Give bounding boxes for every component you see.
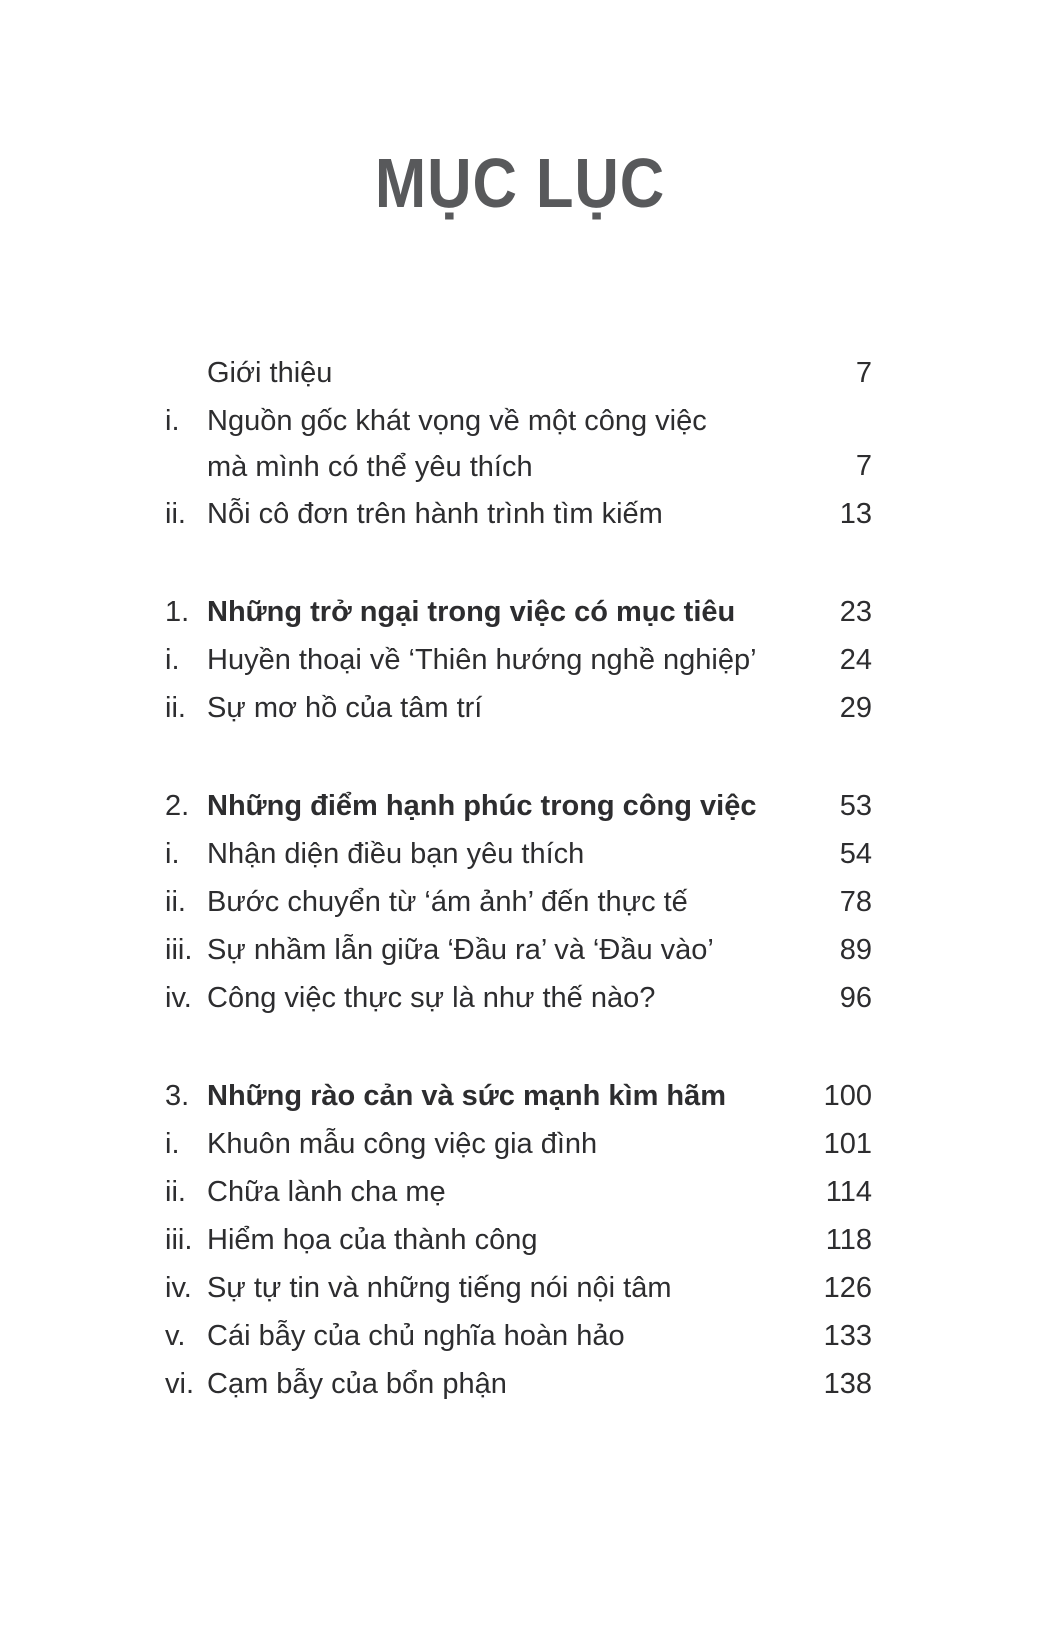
toc-row-numeral: ii. [165, 886, 186, 918]
toc-row [165, 1120, 872, 1168]
toc-row-title-line: Cạm bẫy của bổn phận [207, 1368, 507, 1400]
toc-row-title [207, 878, 820, 926]
toc-row-page-number: 53 [839, 790, 872, 822]
toc-row-title-line: Những điểm hạnh phúc trong công việc [207, 790, 757, 822]
toc-row-title-line: Nỗi cô đơn trên hành trình tìm kiếm [207, 498, 663, 530]
toc-row-numeral: v. [165, 1320, 186, 1352]
toc-row-title [207, 588, 820, 636]
toc-row-page-number: 54 [839, 838, 872, 870]
toc-row-title-line: Sự tự tin và những tiếng nói nội tâm [207, 1272, 672, 1304]
toc-row-title-line: Huyền thoại về ‘Thiên hướng nghề nghiệp’ [207, 644, 757, 676]
toc-section [165, 349, 872, 538]
toc-section [165, 1072, 872, 1408]
toc-row-page-number: 114 [825, 1176, 872, 1208]
toc-row [165, 588, 872, 636]
toc-row [165, 1312, 872, 1360]
toc-row-numeral: ii. [165, 692, 186, 724]
toc-row-title [207, 636, 820, 684]
toc-row-numeral: i. [165, 838, 180, 870]
toc-row-title-line: Nhận diện điều bạn yêu thích [207, 838, 585, 870]
toc-row [165, 1072, 872, 1120]
toc-row-numeral: iv. [165, 982, 192, 1014]
toc-row [165, 397, 872, 490]
toc-row-numeral: 2. [165, 790, 190, 822]
toc-row-title [207, 782, 820, 830]
toc-row [165, 1168, 872, 1216]
toc-row-title-line: Cái bẫy của chủ nghĩa hoàn hảo [207, 1320, 625, 1352]
toc-row-title-line: Khuôn mẫu công việc gia đình [207, 1128, 598, 1160]
toc-row [165, 349, 872, 397]
toc-row [165, 684, 872, 732]
toc-row-numeral: ii. [165, 1176, 186, 1208]
toc-row-page-number: 118 [825, 1224, 872, 1256]
toc-row [165, 490, 872, 538]
toc-row-numeral: i. [165, 405, 180, 437]
toc-row-title-line: mà mình có thể yêu thích [207, 451, 533, 483]
toc-row-numeral: iv. [165, 1272, 192, 1304]
toc-row-title-line: Sự mơ hồ của tâm trí [207, 692, 483, 724]
toc-row-title [207, 349, 836, 397]
toc-row-page-number: 133 [823, 1320, 872, 1352]
toc-row-title [207, 974, 820, 1022]
toc-row-numeral: iii. [165, 1224, 193, 1256]
toc-row-page-number: 126 [823, 1272, 872, 1304]
toc-row-title-line: Những rào cản và sức mạnh kìm hãm [207, 1080, 727, 1112]
toc-row [165, 1360, 872, 1408]
toc-row [165, 1264, 872, 1312]
toc-row-title-line: Nguồn gốc khát vọng về một công việc [207, 405, 707, 437]
toc-row-title [207, 397, 836, 490]
toc-row-title [207, 684, 820, 732]
toc-row-numeral: ii. [165, 498, 186, 530]
toc-row [165, 878, 872, 926]
toc-row [165, 1216, 872, 1264]
toc-row-numeral: i. [165, 1128, 180, 1160]
toc-row-title-line: Sự nhầm lẫn giữa ‘Đầu ra’ và ‘Đầu vào’ [207, 934, 714, 966]
toc-row [165, 926, 872, 974]
toc-row [165, 782, 872, 830]
toc-list [165, 349, 872, 1408]
toc-row-page-number: 100 [823, 1080, 872, 1112]
toc-row-numeral: vi. [165, 1368, 194, 1400]
toc-row-page-number: 7 [855, 450, 872, 482]
toc-row-title [207, 1264, 804, 1312]
toc-section [165, 782, 872, 1022]
toc-row-page-number: 24 [839, 644, 872, 676]
toc-row-title-line: Bước chuyển từ ‘ám ảnh’ đến thực tế [207, 886, 688, 918]
toc-row-page-number: 89 [839, 934, 872, 966]
toc-row-page-number: 138 [823, 1368, 872, 1400]
toc-row-title [207, 490, 820, 538]
toc-row-title [207, 926, 820, 974]
toc-row [165, 974, 872, 1022]
toc-row-title [207, 1072, 804, 1120]
toc-row-page-number: 7 [855, 357, 872, 389]
toc-row-title-line: Giới thiệu [207, 357, 333, 389]
toc-row-page-number: 96 [839, 982, 872, 1014]
page-title: MỤC LỤC [374, 144, 666, 222]
toc-row-title [207, 1312, 804, 1360]
toc-row-numeral: 3. [165, 1080, 190, 1112]
toc-row [165, 636, 872, 684]
toc-row-title-line: Chữa lành cha mẹ [207, 1176, 446, 1208]
toc-row-page-number: 23 [839, 596, 872, 628]
toc-row-page-number: 13 [839, 498, 872, 530]
toc-row-numeral: i. [165, 644, 180, 676]
toc-row [165, 830, 872, 878]
toc-row-title [207, 1360, 804, 1408]
toc-row-numeral: 1. [165, 596, 190, 628]
toc-row-title-line: Công việc thực sự là như thế nào? [207, 982, 656, 1014]
toc-row-page-number: 101 [823, 1128, 872, 1160]
toc-row-numeral: iii. [165, 934, 193, 966]
toc-row-page-number: 78 [839, 886, 872, 918]
toc-row-title [207, 1216, 806, 1264]
toc-row-title [207, 1168, 806, 1216]
toc-row-title-line: Hiểm họa của thành công [207, 1224, 538, 1256]
toc-row-page-number: 29 [839, 692, 872, 724]
toc-row-title [207, 1120, 804, 1168]
toc-section [165, 588, 872, 732]
toc-row-title [207, 830, 820, 878]
toc-row-title-line: Những trở ngại trong việc có mục tiêu [207, 596, 736, 628]
